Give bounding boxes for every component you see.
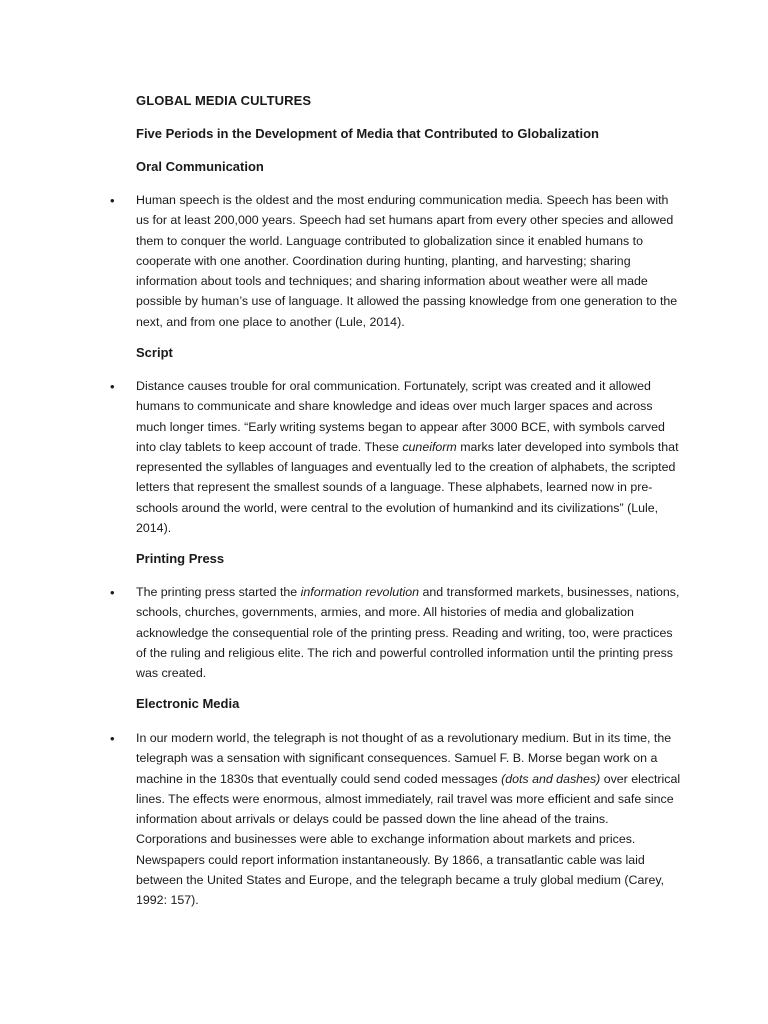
section-heading-oral-communication: Oral Communication: [136, 159, 264, 174]
bullet-marker: •: [110, 585, 115, 600]
paragraph-text: and transformed markets, businesses, nations, schools, churches, governments, armies, and more. All histories of media and globalization acknowledge the consequential role of the printing press. Reading and writing, too, were practices of the ruling and religious elite. The rich and powerful controlled information until the printing press was created.: [136, 585, 680, 681]
section-paragraph-electronic-media: [136, 728, 681, 911]
document-subtitle: Five Periods in the Development of Media that Contributed to Globalization: [136, 126, 599, 141]
section-heading-printing-press: Printing Press: [136, 551, 225, 566]
paragraph-text: Distance causes trouble for oral communication. Fortunately, script was created and it allowed humans to communicate and share knowledge and ideas over much larger spaces and across much longer times. “Early writing systems began to appear after 3000 BCE, with symbols carved into clay tablets to keep account of trade. These: [136, 379, 665, 454]
bullet-marker: •: [110, 379, 115, 394]
paragraph-text: Human speech is the oldest and the most enduring communication media. Speech has been with us for at least 200,000 years. Speech had set humans apart from every other species and allowed them to conquer the world. Language contributed to globalization since it enabled humans to cooperate with one another. Coordination during hunting, planting, and harvesting; sharing information about tools and techniques; and sharing information about weather were all made possible by human’s use of language. It allowed the passing knowledge from one generation to the next, and from one place to another (Lule, 2014).: [136, 193, 678, 329]
section-heading-script: Script: [136, 345, 173, 360]
paragraph-emphasis-information-revolution: information revolution: [300, 585, 420, 599]
bullet-marker: •: [110, 193, 115, 208]
section-paragraph-oral-communication: [136, 190, 681, 332]
section-paragraph-printing-press: [136, 582, 681, 683]
paragraph-emphasis-dots-and-dashes: (dots and dashes): [501, 771, 601, 786]
section-paragraph-script: [136, 376, 681, 538]
paragraph-text: In our modern world, the telegraph is not thought of as a revolutionary medium. But in its time, the telegraph was a sensation with significant consequences. Samuel F. B. Morse began work on a machine in the 1830s that eventually could send coded messages: [136, 731, 672, 786]
paragraph-text: marks later developed into symbols that represented the syllables of languages and eventually led to the creation of alphabets, the scripted letters that represent the smallest sounds of a language. These alphabets, learned now in pre-schools around the world, were central to the evolution of humankind and its civilizations” (Lule, 2014).: [136, 439, 679, 536]
paragraph-emphasis-cuneiform: cuneiform: [402, 439, 457, 454]
bullet-marker: •: [110, 731, 115, 746]
paragraph-text: The printing press started the: [136, 585, 301, 599]
section-heading-electronic-media: Electronic Media: [136, 696, 240, 711]
document-title: GLOBAL MEDIA CULTURES: [136, 93, 312, 108]
paragraph-text: over electrical lines. The effects were enormous, almost immediately, rail travel was more efficient and safe since information about arrivals or delays could be passed down the line ahead of the trains. Corporations and businesses were able to exchange information about markets and prices. Newspapers could report information instantaneously. By 1866, a transatlantic cable was laid between the United States and Europe, and the telegraph became a truly global medium (Carey, 1992: 157).: [136, 771, 681, 908]
